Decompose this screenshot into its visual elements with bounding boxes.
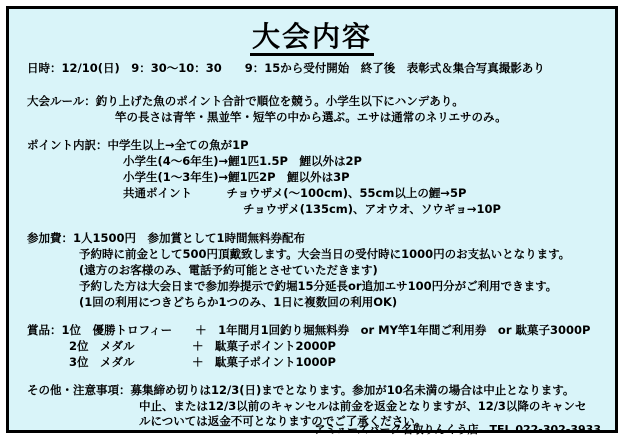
- points-line-5: チョウザメ(135cm)、アオウオ、ソウギョ→10P: [243, 202, 501, 216]
- fee-line-2: 予約時に前金として500円頂戴致します。大会当日の受付時に1000円のお支払いとなります。: [79, 247, 571, 261]
- points-line-2: 小学生(4〜6年生)→鯉1匹1.5P 鯉以外は2P: [123, 154, 362, 168]
- rules-line-2: 竿の長さは青竿・黒並竿・短竿の中から選ぶ。エサは通常のネリエサのみ。: [115, 110, 507, 124]
- rules-line-1: 大会ルール：釣り上げた魚のポイント合計で順位を競う。小学生以下にハンデあり。: [27, 94, 464, 108]
- fee-line-3: (遠方のお客様のみ、電話予約可能とさせていただきます): [79, 263, 378, 277]
- prizes-line-1: 賞品：1位 優勝トロフィー ＋ 1年間月1回釣り堀無料券 or MY竿1年間ご利用券 or 駄菓子3000P: [27, 323, 591, 337]
- schedule-line: 日時：12/10(日) 9：30〜10：30 9：15から受付開始 終了後 表彰式＆集合写真撮影あり: [27, 61, 545, 75]
- notes-line-3: ルについては返金不可となりますのでご了承ください。: [139, 414, 427, 428]
- points-line-1: ポイント内訳：中学生以上→全ての魚が1P: [27, 138, 249, 152]
- prizes-line-3: 3位 メダル ＋ 駄菓子ポイント1000P: [69, 355, 336, 369]
- notes-line-2: 中止、または12/3以前のキャンセルは前金を返金となりますが、12/3以降のキャンセ: [139, 399, 587, 413]
- page-title: 大会内容: [9, 15, 615, 55]
- fee-line-4: 予約した方は大会日まで参加券提示で釣堀15分延長or追加エサ100円分がご利用できます。: [79, 279, 558, 293]
- prizes-line-2: 2位 メダル ＋ 駄菓子ポイント2000P: [69, 339, 336, 353]
- store-contact: アミューズパーク名取りんくう店 TEL 022-302-3933: [314, 423, 601, 436]
- points-line-4: 共通ポイント チョウザメ(〜100cm)、55cm以上の鯉→5P: [123, 186, 467, 200]
- notes-line-1: その他・注意事項：募集締め切りは12/3(日)までとなります。参加が10名未満の場合は中止となります。: [27, 383, 575, 397]
- points-line-3: 小学生(1〜3年生)→鯉1匹2P 鯉以外は3P: [123, 170, 350, 184]
- fee-line-1: 参加費：1人1500円 参加賞として1時間無料券配布: [27, 231, 306, 245]
- event-notice-panel: [6, 6, 618, 436]
- fee-line-5: (1回の利用につきどちらか1つのみ、1日に複数回の利用OK): [79, 295, 398, 309]
